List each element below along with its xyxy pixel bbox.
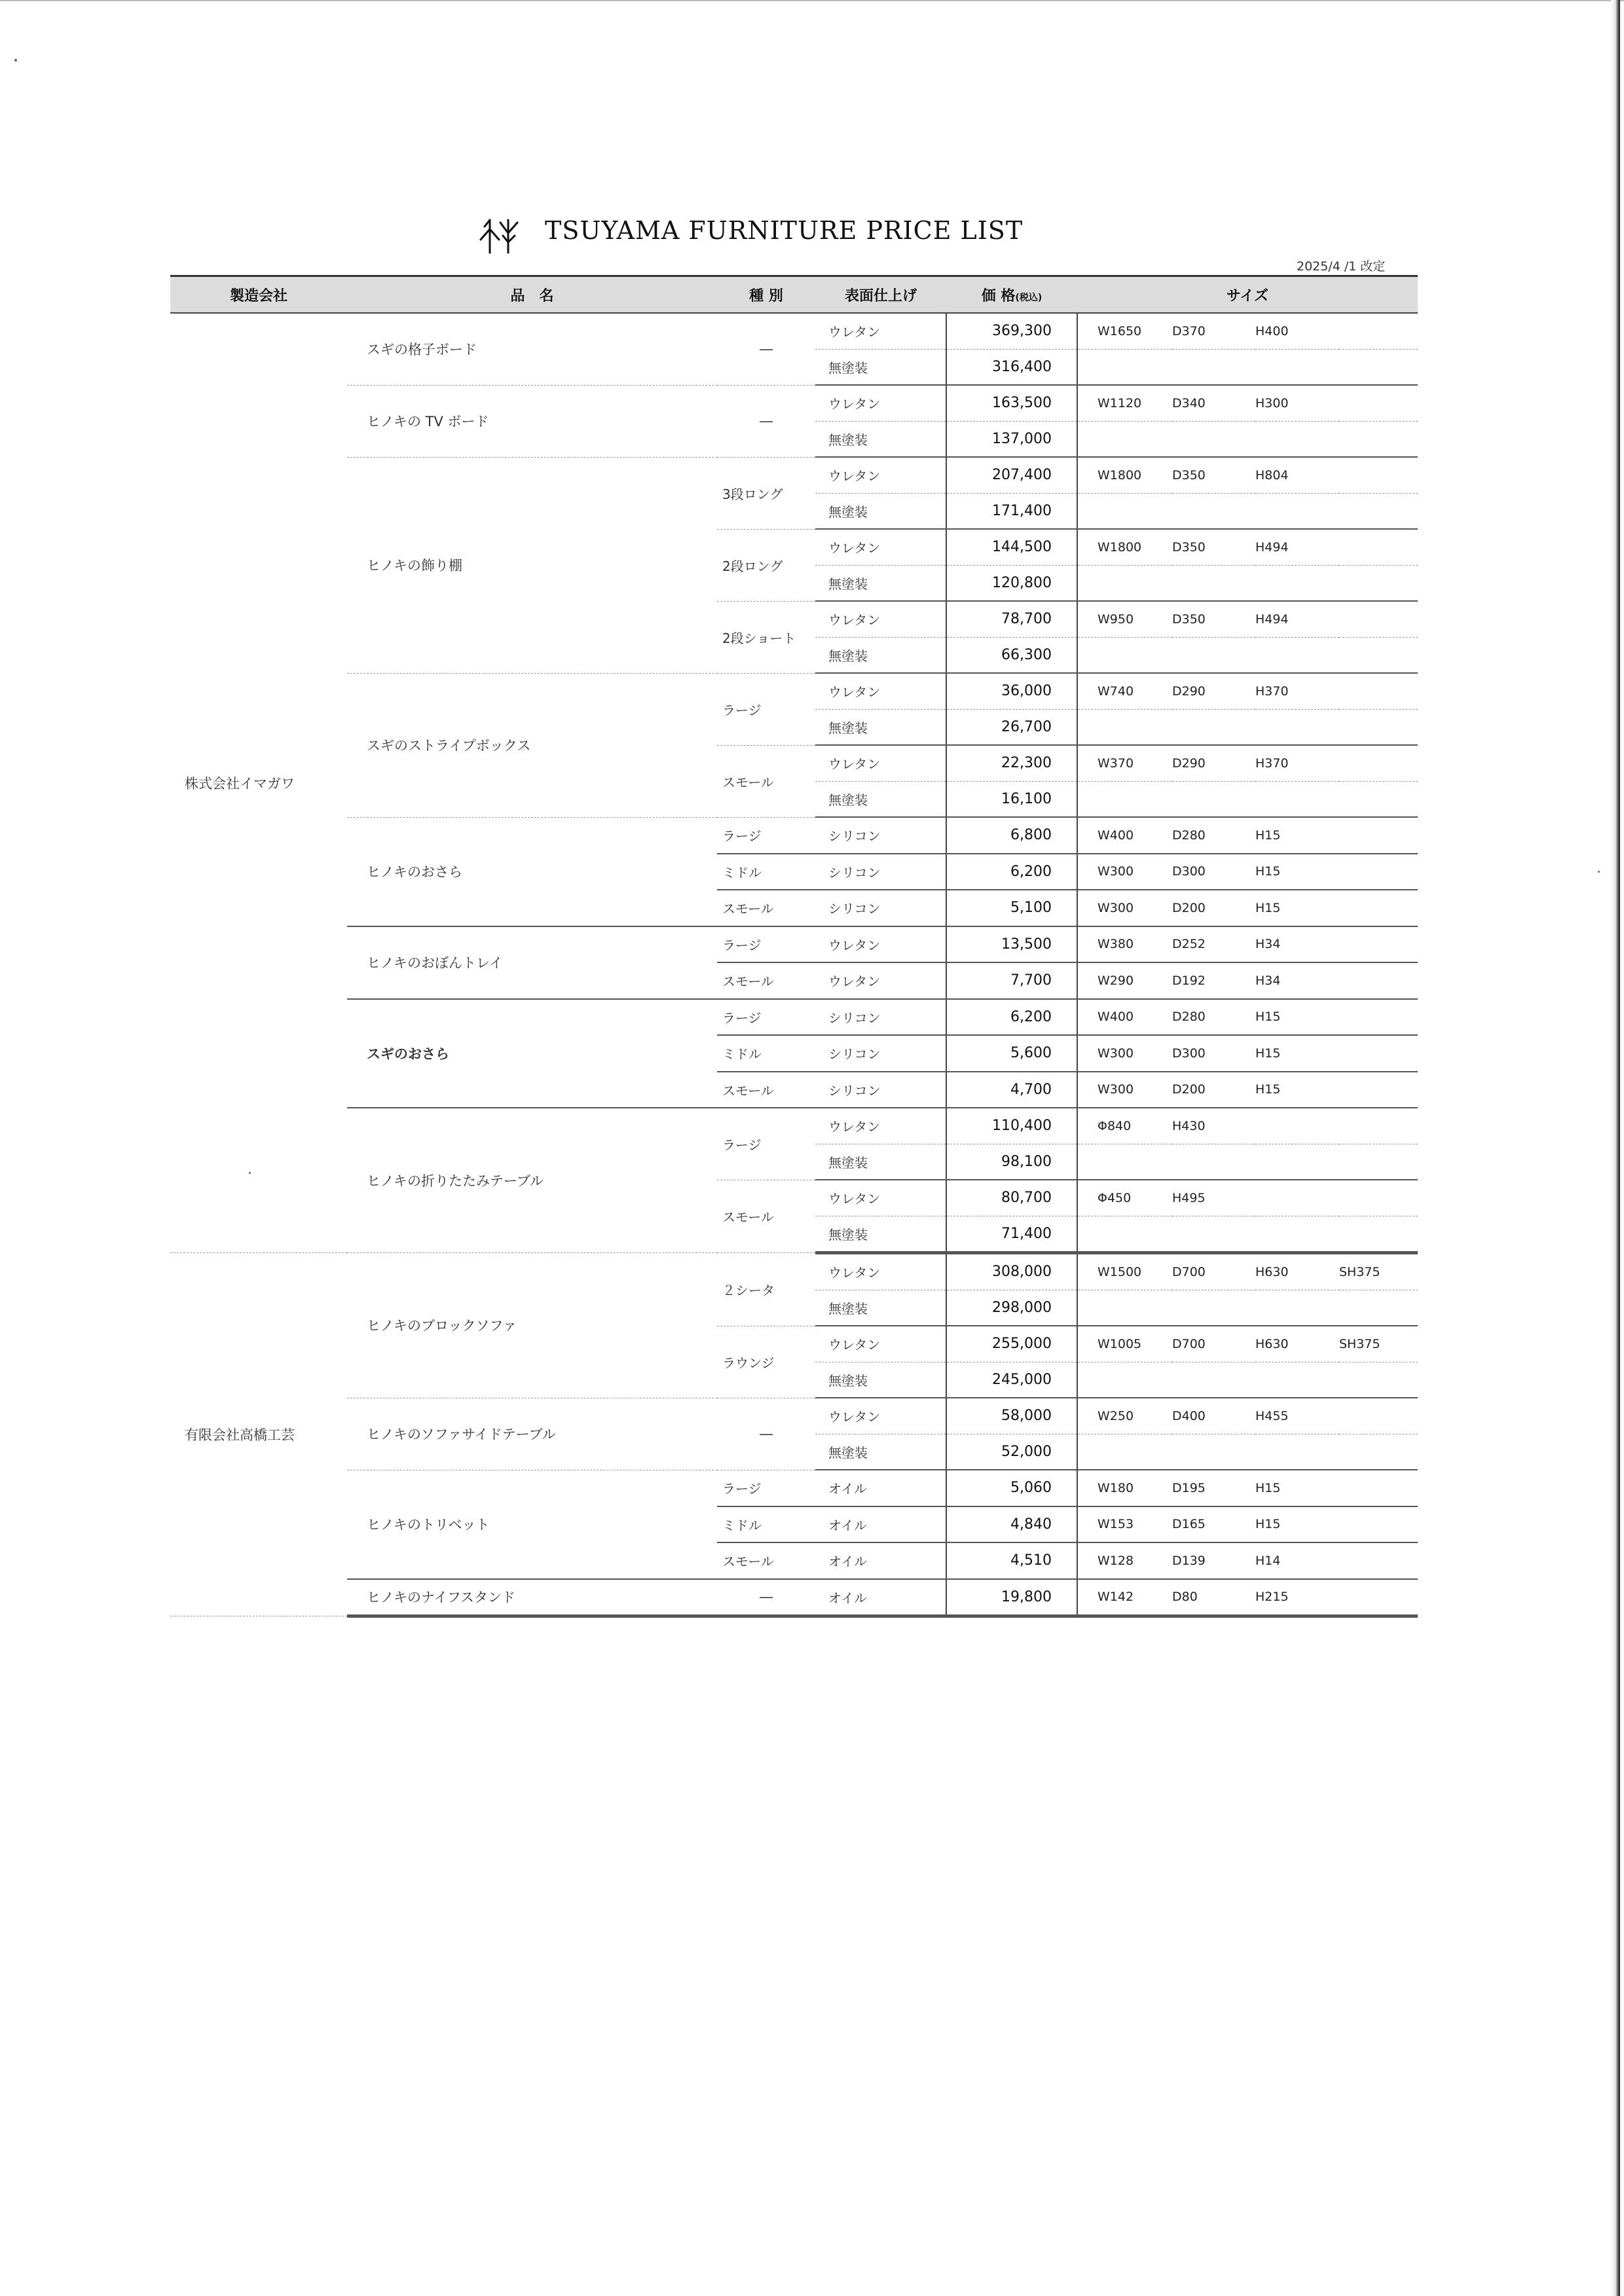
finish-type: ウレタン (815, 1180, 946, 1216)
size-seat-height (1339, 601, 1418, 637)
size-width (1077, 1144, 1172, 1180)
price-value: 52,000 (946, 1434, 1077, 1470)
size-width: W1005 (1077, 1326, 1172, 1362)
size-seat-height (1339, 1035, 1418, 1072)
size-width: W1800 (1077, 457, 1172, 493)
variant-type: ミドル (717, 1035, 815, 1072)
variant-type: ミドル (717, 854, 815, 890)
price-value: 369,300 (946, 313, 1077, 349)
finish-type: 無塗装 (815, 1362, 946, 1398)
size-seat-height (1339, 745, 1418, 781)
size-seat-height (1339, 1579, 1418, 1616)
col-price-note: (税込) (1015, 292, 1043, 303)
variant-type: スモール (717, 1542, 815, 1579)
finish-type: シリコン (815, 1035, 946, 1072)
size-seat-height (1339, 1362, 1418, 1398)
size-width: W380 (1077, 926, 1172, 963)
size-width: W1500 (1077, 1253, 1172, 1290)
size-height: H804 (1255, 457, 1339, 493)
variant-type: ラージ (717, 1108, 815, 1180)
size-depth: H495 (1172, 1180, 1255, 1216)
size-seat-height (1339, 926, 1418, 963)
variant-type: 2段ショート (717, 601, 815, 673)
variant-type: 2段ロング (717, 529, 815, 601)
table-row (170, 1470, 1418, 1506)
size-height (1255, 349, 1339, 385)
size-depth: D165 (1172, 1506, 1255, 1543)
product-name: スギの格子ボード (347, 313, 717, 385)
product-name: ヒノキのおぼんトレイ (347, 926, 717, 999)
size-width: W300 (1077, 890, 1172, 926)
col-price (946, 276, 1077, 314)
variant-type: スモール (717, 962, 815, 999)
size-depth: D192 (1172, 962, 1255, 999)
size-width: W300 (1077, 854, 1172, 890)
finish-type: 無塗装 (815, 1290, 946, 1326)
size-height: H15 (1255, 1506, 1339, 1543)
price-value: 7,700 (946, 962, 1077, 999)
size-height: H14 (1255, 1542, 1339, 1579)
finish-type: ウレタン (815, 745, 946, 781)
size-depth: D350 (1172, 529, 1255, 565)
size-width: W740 (1077, 673, 1172, 709)
size-depth: D200 (1172, 1072, 1255, 1108)
table-row (170, 1398, 1418, 1434)
size-seat-height (1339, 349, 1418, 385)
size-seat-height (1339, 781, 1418, 817)
price-value: 255,000 (946, 1326, 1077, 1362)
variant-type: スモール (717, 745, 815, 817)
size-depth: D280 (1172, 817, 1255, 854)
size-height: H455 (1255, 1398, 1339, 1434)
size-depth: D350 (1172, 601, 1255, 637)
size-depth: D200 (1172, 890, 1255, 926)
price-value: 71,400 (946, 1216, 1077, 1253)
size-depth (1172, 349, 1255, 385)
size-depth: H430 (1172, 1108, 1255, 1144)
size-depth: D252 (1172, 926, 1255, 963)
size-depth: D370 (1172, 313, 1255, 349)
variant-type: スモール (717, 1180, 815, 1253)
variant-type: ミドル (717, 1506, 815, 1543)
size-height: H215 (1255, 1579, 1339, 1616)
revision-date: 2025/4 /1 改定 (1297, 259, 1386, 274)
variant-type: ― (717, 313, 815, 385)
size-depth (1172, 1434, 1255, 1470)
size-seat-height (1339, 1180, 1418, 1216)
page-top-edge (0, 0, 1624, 1)
size-width: W290 (1077, 962, 1172, 999)
scan-speck (1598, 871, 1600, 873)
finish-type: 無塗装 (815, 349, 946, 385)
size-depth (1172, 1144, 1255, 1180)
table-header-row (170, 276, 1418, 314)
price-value: 316,400 (946, 349, 1077, 385)
size-depth (1172, 565, 1255, 601)
price-value: 4,510 (946, 1542, 1077, 1579)
size-height (1255, 1216, 1339, 1253)
finish-type: オイル (815, 1506, 946, 1543)
table-row (170, 926, 1418, 963)
price-value: 4,700 (946, 1072, 1077, 1108)
size-height: H15 (1255, 1035, 1339, 1072)
size-width (1077, 637, 1172, 673)
manufacturer-name: 株式会社イマガワ (170, 313, 347, 1253)
size-height: H494 (1255, 529, 1339, 565)
size-depth: D300 (1172, 1035, 1255, 1072)
size-width: W1800 (1077, 529, 1172, 565)
finish-type: ウレタン (815, 1253, 946, 1290)
size-width: W370 (1077, 745, 1172, 781)
finish-type: オイル (815, 1470, 946, 1506)
size-height (1255, 1290, 1339, 1326)
size-height: H370 (1255, 673, 1339, 709)
product-name: ヒノキのソファサイドテーブル (347, 1398, 717, 1470)
size-height (1255, 565, 1339, 601)
variant-type: ― (717, 1579, 815, 1616)
size-seat-height (1339, 1144, 1418, 1180)
size-height: H15 (1255, 1470, 1339, 1506)
size-seat-height (1339, 1434, 1418, 1470)
price-value: 110,400 (946, 1108, 1077, 1144)
size-height: H15 (1255, 999, 1339, 1036)
size-width: W153 (1077, 1506, 1172, 1543)
size-height: H630 (1255, 1253, 1339, 1290)
product-name: ヒノキのトリベット (347, 1470, 717, 1579)
size-depth (1172, 421, 1255, 457)
finish-type: 無塗装 (815, 1144, 946, 1180)
finish-type: シリコン (815, 999, 946, 1036)
price-value: 22,300 (946, 745, 1077, 781)
price-value: 66,300 (946, 637, 1077, 673)
price-value: 16,100 (946, 781, 1077, 817)
price-value: 78,700 (946, 601, 1077, 637)
finish-type: オイル (815, 1542, 946, 1579)
size-width (1077, 349, 1172, 385)
size-depth (1172, 781, 1255, 817)
col-size: サイズ (1077, 276, 1418, 314)
size-seat-height (1339, 421, 1418, 457)
finish-type: 無塗装 (815, 781, 946, 817)
size-width: W300 (1077, 1035, 1172, 1072)
size-width: Φ840 (1077, 1108, 1172, 1144)
size-height: H15 (1255, 854, 1339, 890)
variant-type: ― (717, 1398, 815, 1470)
product-name: ヒノキのナイフスタンド (347, 1579, 717, 1616)
table-row (170, 313, 1418, 349)
finish-type: 無塗装 (815, 709, 946, 745)
variant-type: ラージ (717, 1470, 815, 1506)
price-list-table (170, 275, 1418, 1618)
size-seat-height (1339, 1506, 1418, 1543)
size-height (1255, 1108, 1339, 1144)
size-width (1077, 1362, 1172, 1398)
size-seat-height (1339, 854, 1418, 890)
size-depth: D340 (1172, 385, 1255, 421)
variant-type: 3段ロング (717, 457, 815, 529)
finish-type: シリコン (815, 817, 946, 854)
size-seat-height (1339, 1108, 1418, 1144)
table-row (170, 817, 1418, 854)
size-seat-height (1339, 1398, 1418, 1434)
finish-type: ウレタン (815, 1326, 946, 1362)
product-name: ヒノキの折りたたみテーブル (347, 1108, 717, 1253)
tree-logo-icon (478, 213, 521, 257)
price-value: 5,600 (946, 1035, 1077, 1072)
size-width (1077, 493, 1172, 529)
product-name: ヒノキの飾り棚 (347, 457, 717, 673)
size-depth (1172, 493, 1255, 529)
product-name: ヒノキのブロックソファ (347, 1253, 717, 1398)
price-value: 207,400 (946, 457, 1077, 493)
size-height: H630 (1255, 1326, 1339, 1362)
size-seat-height (1339, 1470, 1418, 1506)
size-width: W300 (1077, 1072, 1172, 1108)
finish-type: 無塗装 (815, 1216, 946, 1253)
size-width: W142 (1077, 1579, 1172, 1616)
price-value: 137,000 (946, 421, 1077, 457)
price-value: 5,100 (946, 890, 1077, 926)
finish-type: ウレタン (815, 313, 946, 349)
price-value: 6,200 (946, 999, 1077, 1036)
size-depth (1172, 1216, 1255, 1253)
size-depth (1172, 709, 1255, 745)
size-height (1255, 1434, 1339, 1470)
size-width: W1120 (1077, 385, 1172, 421)
price-value: 245,000 (946, 1362, 1077, 1398)
size-depth: D350 (1172, 457, 1255, 493)
price-value: 308,000 (946, 1253, 1077, 1290)
scan-speck (14, 59, 17, 62)
size-width: W128 (1077, 1542, 1172, 1579)
size-seat-height (1339, 457, 1418, 493)
finish-type: 無塗装 (815, 493, 946, 529)
product-name: ヒノキの TV ボード (347, 385, 717, 457)
size-width (1077, 421, 1172, 457)
size-seat-height (1339, 1216, 1418, 1253)
col-manufacturer: 製造会社 (170, 276, 347, 314)
size-seat-height (1339, 385, 1418, 421)
variant-type: ２シータ (717, 1253, 815, 1326)
finish-type: 無塗装 (815, 1434, 946, 1470)
table-row (170, 1108, 1418, 1144)
size-height (1255, 493, 1339, 529)
price-value: 58,000 (946, 1398, 1077, 1434)
finish-type: オイル (815, 1579, 946, 1616)
size-depth: D290 (1172, 745, 1255, 781)
variant-type: ラウンジ (717, 1326, 815, 1398)
size-height (1255, 637, 1339, 673)
size-seat-height: SH375 (1339, 1253, 1418, 1290)
col-type: 種 別 (717, 276, 815, 314)
table-row (170, 1579, 1418, 1616)
finish-type: 無塗装 (815, 565, 946, 601)
size-height (1255, 421, 1339, 457)
size-height: H370 (1255, 745, 1339, 781)
size-depth: D80 (1172, 1579, 1255, 1616)
size-height (1255, 709, 1339, 745)
size-depth: D195 (1172, 1470, 1255, 1506)
size-height: H300 (1255, 385, 1339, 421)
price-value: 4,840 (946, 1506, 1077, 1543)
size-height (1255, 1362, 1339, 1398)
price-value: 163,500 (946, 385, 1077, 421)
document-header (170, 210, 1418, 274)
size-seat-height: SH375 (1339, 1326, 1418, 1362)
size-width (1077, 1434, 1172, 1470)
product-name: ヒノキのおさら (347, 817, 717, 926)
size-seat-height (1339, 709, 1418, 745)
price-value: 298,000 (946, 1290, 1077, 1326)
manufacturer-name: 有限会社高橋工芸 (170, 1253, 347, 1616)
price-value: 5,060 (946, 1470, 1077, 1506)
finish-type: ウレタン (815, 529, 946, 565)
size-seat-height (1339, 313, 1418, 349)
size-width (1077, 709, 1172, 745)
size-seat-height (1339, 493, 1418, 529)
size-height: H15 (1255, 1072, 1339, 1108)
finish-type: ウレタン (815, 673, 946, 709)
product-name: スギのストライプボックス (347, 673, 717, 817)
price-value: 13,500 (946, 926, 1077, 963)
size-seat-height (1339, 1290, 1418, 1326)
page-right-edge (1611, 0, 1620, 2296)
size-depth: D290 (1172, 673, 1255, 709)
finish-type: 無塗装 (815, 421, 946, 457)
table-row (170, 457, 1418, 493)
size-width: W1650 (1077, 313, 1172, 349)
size-height (1255, 1180, 1339, 1216)
table-row (170, 1253, 1418, 1290)
variant-type: ― (717, 385, 815, 457)
size-seat-height (1339, 962, 1418, 999)
finish-type: ウレタン (815, 385, 946, 421)
size-height: H494 (1255, 601, 1339, 637)
size-depth: D139 (1172, 1542, 1255, 1579)
size-width: W250 (1077, 1398, 1172, 1434)
variant-type: ラージ (717, 817, 815, 854)
price-value: 36,000 (946, 673, 1077, 709)
table-row (170, 385, 1418, 421)
table-row (170, 999, 1418, 1036)
size-width (1077, 781, 1172, 817)
size-depth (1172, 637, 1255, 673)
price-value: 26,700 (946, 709, 1077, 745)
price-value: 171,400 (946, 493, 1077, 529)
size-depth: D300 (1172, 854, 1255, 890)
col-price-label: 価 格 (981, 287, 1016, 304)
finish-type: ウレタン (815, 601, 946, 637)
size-width: Φ450 (1077, 1180, 1172, 1216)
size-depth: D280 (1172, 999, 1255, 1036)
size-seat-height (1339, 637, 1418, 673)
price-value: 6,200 (946, 854, 1077, 890)
variant-type: ラージ (717, 673, 815, 745)
price-list-table-wrap (170, 275, 1418, 1618)
size-depth (1172, 1290, 1255, 1326)
size-width: W400 (1077, 817, 1172, 854)
size-width (1077, 565, 1172, 601)
finish-type: ウレタン (815, 1108, 946, 1144)
page-title: TSUYAMA FURNITURE PRICE LIST (545, 216, 1024, 245)
size-depth: D400 (1172, 1398, 1255, 1434)
size-width (1077, 1216, 1172, 1253)
variant-type: スモール (717, 890, 815, 926)
price-value: 6,800 (946, 817, 1077, 854)
size-seat-height (1339, 565, 1418, 601)
size-height: H15 (1255, 817, 1339, 854)
size-seat-height (1339, 999, 1418, 1036)
finish-type: ウレタン (815, 1398, 946, 1434)
size-height (1255, 781, 1339, 817)
size-seat-height (1339, 1072, 1418, 1108)
price-value: 120,800 (946, 565, 1077, 601)
size-width (1077, 1290, 1172, 1326)
col-finish: 表面仕上げ (815, 276, 946, 314)
finish-type: シリコン (815, 854, 946, 890)
size-width: W400 (1077, 999, 1172, 1036)
table-body (170, 313, 1418, 1616)
finish-type: ウレタン (815, 926, 946, 963)
size-height: H15 (1255, 890, 1339, 926)
product-name: スギのおさら (347, 999, 717, 1108)
finish-type: ウレタン (815, 457, 946, 493)
size-seat-height (1339, 817, 1418, 854)
variant-type: ラージ (717, 926, 815, 963)
size-height: H34 (1255, 962, 1339, 999)
variant-type: スモール (717, 1072, 815, 1108)
size-height: H34 (1255, 926, 1339, 963)
size-seat-height (1339, 890, 1418, 926)
col-product: 品 名 (347, 276, 717, 314)
size-depth: D700 (1172, 1253, 1255, 1290)
finish-type: 無塗装 (815, 637, 946, 673)
variant-type: ラージ (717, 999, 815, 1036)
size-width: W180 (1077, 1470, 1172, 1506)
price-value: 98,100 (946, 1144, 1077, 1180)
price-value: 19,800 (946, 1579, 1077, 1616)
size-width: W950 (1077, 601, 1172, 637)
size-seat-height (1339, 673, 1418, 709)
size-seat-height (1339, 1542, 1418, 1579)
finish-type: シリコン (815, 1072, 946, 1108)
finish-type: シリコン (815, 890, 946, 926)
size-depth: D700 (1172, 1326, 1255, 1362)
size-height (1255, 1144, 1339, 1180)
table-row (170, 673, 1418, 709)
price-value: 144,500 (946, 529, 1077, 565)
size-depth (1172, 1362, 1255, 1398)
finish-type: ウレタン (815, 962, 946, 999)
size-seat-height (1339, 529, 1418, 565)
size-height: H400 (1255, 313, 1339, 349)
price-value: 80,700 (946, 1180, 1077, 1216)
